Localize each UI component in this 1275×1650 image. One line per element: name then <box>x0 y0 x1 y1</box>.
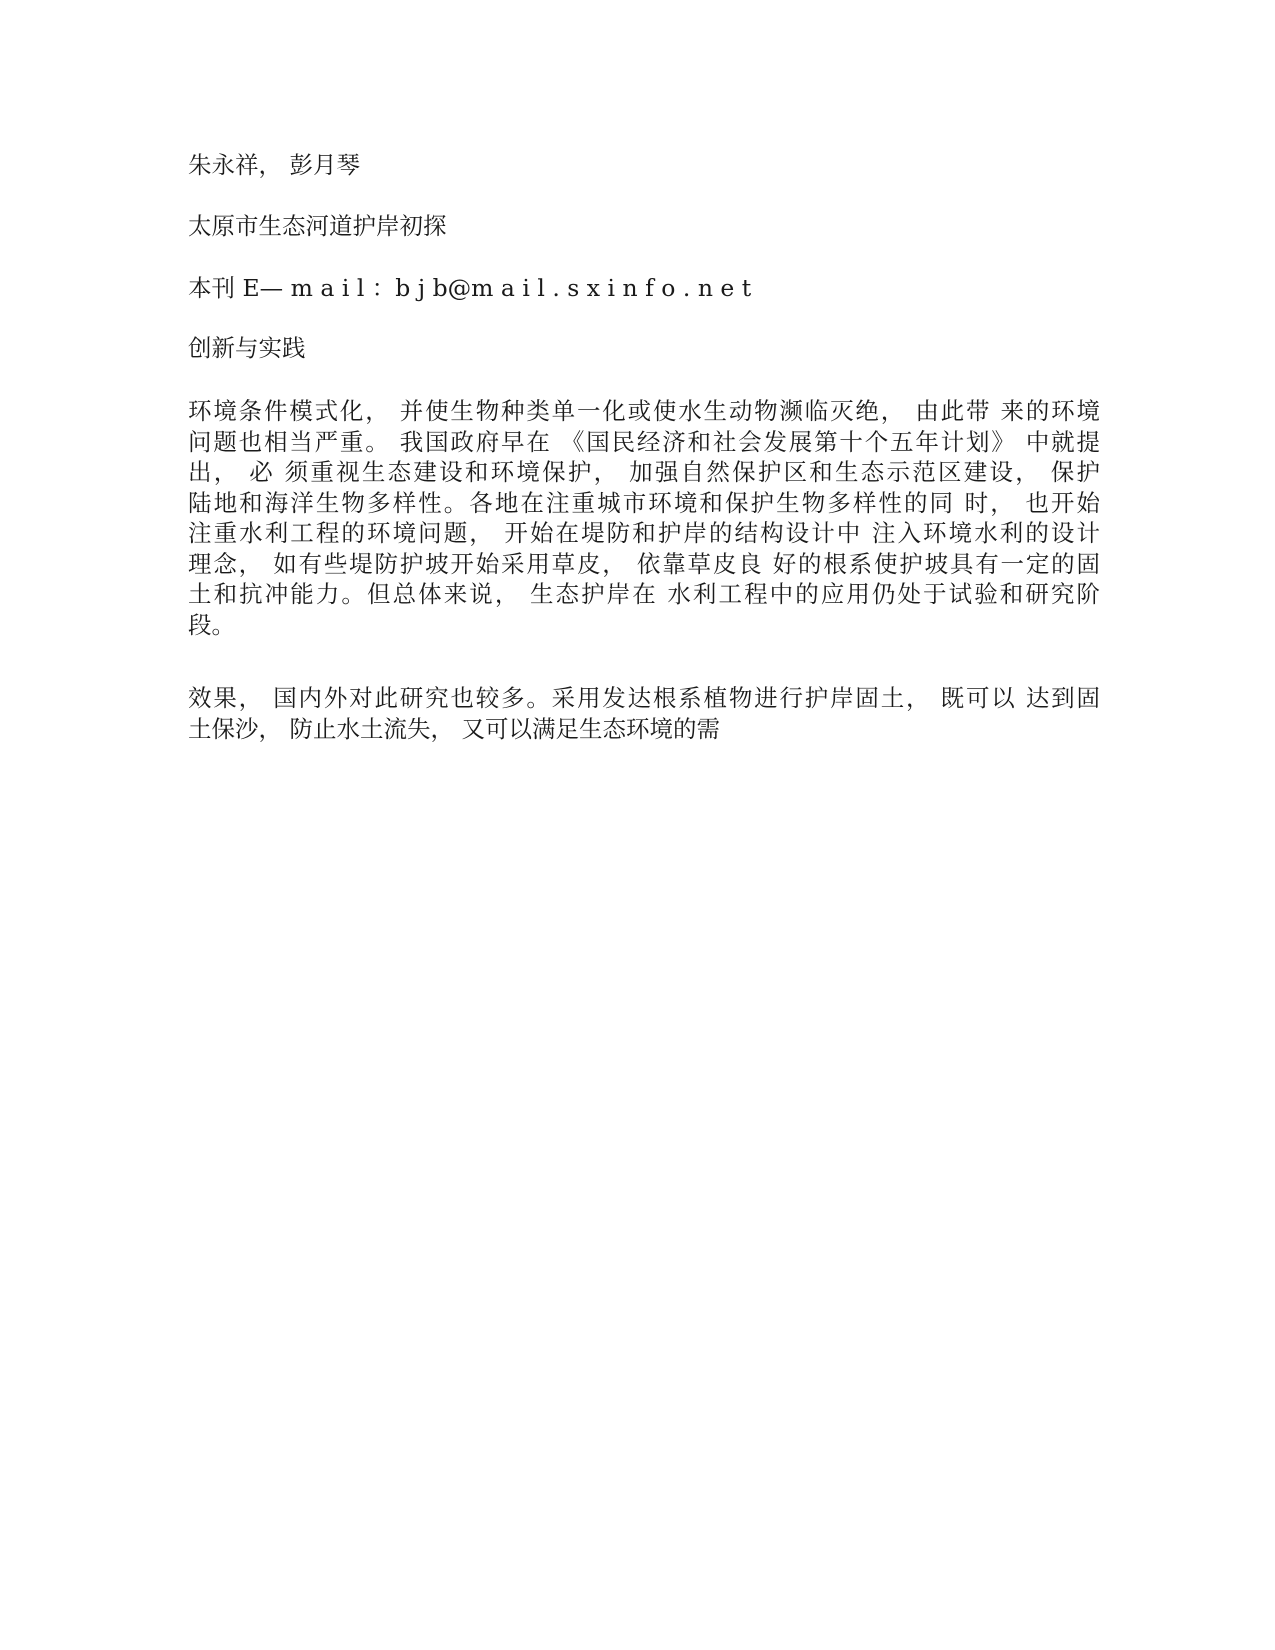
paragraph-line: 效果， 国内外对此研究也较多。采用发达根系植物进行护岸固土， 既可以 达到固 <box>188 684 1100 712</box>
body-paragraph-1 <box>188 396 1100 640</box>
paragraph-line: 理念， 如有些堤防护坡开始采用草皮， 依靠草皮良 好的根系使护坡具有一定的固 <box>188 549 1100 578</box>
article-title: 太原市生态河道护岸初探 <box>188 212 447 240</box>
paragraph-line: 环境条件模式化， 并使生物种类单一化或使水生动物濒临灭绝， 由此带 来的环境 <box>188 397 1100 425</box>
paragraph-line: 陆地和海洋生物多样性。各地在注重城市环境和保护生物多样性的同 时， 也开始 <box>188 488 1100 517</box>
body-paragraph-2 <box>188 683 1100 744</box>
paragraph-line: 注重水利工程的环境问题， 开始在堤防和护岸的结构设计中 注入环境水利的设计 <box>188 519 1100 547</box>
paragraph-line: 段。 <box>188 610 235 639</box>
paragraph-line: 土和抗冲能力。但总体来说， 生态护岸在 水利工程中的应用仍处于试验和研究阶 <box>188 580 1100 608</box>
section-heading: 创新与实践 <box>188 334 306 362</box>
journal-email: 本刊 E— m a i l ：b j b@m a i l . s x i n f o . n e t <box>188 274 752 302</box>
authors-line: 朱永祥， 彭月琴 <box>188 151 360 179</box>
paragraph-line: 出， 必 须重视生态建设和环境保护， 加强自然保护区和生态示范区建设， 保护 <box>188 458 1100 486</box>
paragraph-line: 问题也相当严重。 我国政府早在 《国民经济和社会发展第十个五年计划》 中就提 <box>188 427 1100 456</box>
paragraph-line: 土保沙， 防止水土流失， 又可以满足生态环境的需 <box>188 714 720 743</box>
